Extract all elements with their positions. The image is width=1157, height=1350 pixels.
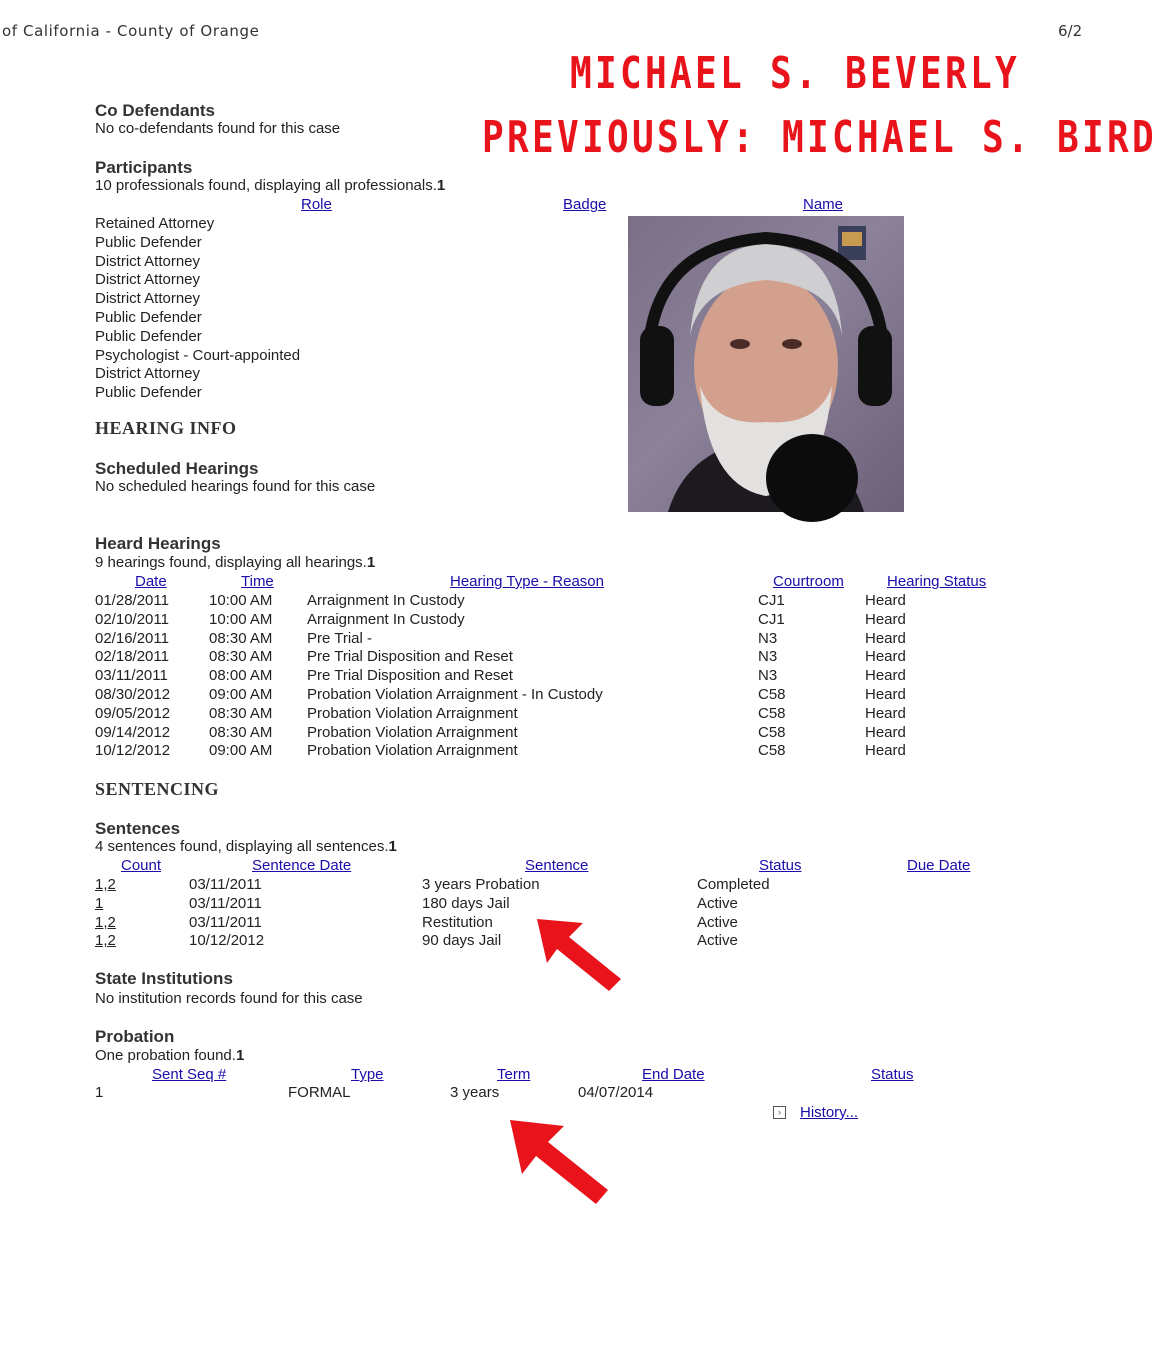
probation-col-type[interactable]: Type xyxy=(351,1066,384,1083)
sentencing-heading: SENTENCING xyxy=(95,779,220,799)
heard-hearings-heading: Heard Hearings xyxy=(95,534,221,553)
list-item: District Attorney xyxy=(95,252,201,270)
table-cell: N3 xyxy=(758,629,778,647)
heard-col-courtroom[interactable]: Courtroom xyxy=(773,573,844,590)
probation-term: 3 years xyxy=(450,1084,500,1101)
sentences-status-column xyxy=(697,876,770,951)
table-cell: Heard xyxy=(865,742,906,760)
table-cell: N3 xyxy=(758,667,778,685)
list-item: Public Defender xyxy=(95,327,202,345)
red-arrow-2 xyxy=(500,1112,620,1208)
table-cell: 03/11/2011 xyxy=(95,667,168,685)
probation-heading: Probation xyxy=(95,1027,175,1046)
participants-col-badge[interactable]: Badge xyxy=(563,196,607,213)
table-cell: Heard xyxy=(865,610,906,628)
list-item: Public Defender xyxy=(95,233,202,251)
table-cell: 08:30 AM xyxy=(209,629,273,647)
sentences-col-status[interactable]: Status xyxy=(759,857,802,874)
table-cell: Active xyxy=(697,894,738,912)
table-cell: N3 xyxy=(758,648,778,666)
page-header-right: 6/2 xyxy=(1058,22,1083,40)
participants-summary: 10 professionals found, displaying all professionals.1 xyxy=(95,177,446,194)
table-cell: 01/28/2011 xyxy=(95,592,169,609)
overlay-title-line2: PREVIOUSLY: MICHAEL S. BIRD xyxy=(482,112,1157,163)
table-cell: Arraignment In Custody xyxy=(307,610,465,628)
list-item: Public Defender xyxy=(95,308,202,326)
co-defendants-text: No co-defendants found for this case xyxy=(95,120,341,137)
table-cell: Arraignment In Custody xyxy=(307,592,465,609)
table-cell: 08:30 AM xyxy=(209,723,273,741)
table-cell: 08:30 AM xyxy=(209,648,273,666)
table-cell: Active xyxy=(697,913,738,931)
table-cell: Pre Trial Disposition and Reset xyxy=(307,648,513,666)
table-cell: 09:00 AM xyxy=(209,685,273,703)
table-cell: C58 xyxy=(758,742,786,760)
table-cell: 08:00 AM xyxy=(209,667,273,685)
table-cell: Heard xyxy=(865,723,906,741)
table-cell: C58 xyxy=(758,723,786,741)
table-cell: 09/05/2012 xyxy=(95,704,171,722)
table-cell: 03/11/2011 xyxy=(189,913,262,931)
table-cell: CJ1 xyxy=(758,610,785,628)
table-cell: CJ1 xyxy=(758,592,785,609)
heard-dates-column xyxy=(95,592,170,761)
list-item: District Attorney xyxy=(95,271,201,289)
participants-col-name[interactable]: Name xyxy=(803,196,844,213)
scheduled-hearings-heading: Scheduled Hearings xyxy=(95,459,259,478)
heard-types-column xyxy=(307,592,603,761)
sentences-col-date[interactable]: Sentence Date xyxy=(252,857,352,874)
table-cell: Probation Violation Arraignment xyxy=(307,742,518,760)
sentences-count-column xyxy=(95,876,116,951)
participants-heading: Participants xyxy=(95,158,193,177)
table-cell: Restitution xyxy=(422,913,493,931)
sentences-summary: 4 sentences found, displaying all sentences.1 xyxy=(95,838,397,855)
sentences-col-sentence[interactable]: Sentence xyxy=(525,857,589,874)
table-cell: 10/12/2012 xyxy=(95,742,171,760)
table-cell: 08/30/2012 xyxy=(95,685,171,703)
heard-col-status[interactable]: Hearing Status xyxy=(887,573,987,590)
table-cell: 10:00 AM xyxy=(209,592,273,609)
table-cell: C58 xyxy=(758,685,786,703)
history-link[interactable]: History... xyxy=(800,1104,859,1121)
table-cell: Probation Violation Arraignment - In Custody xyxy=(307,685,603,703)
table-cell: Heard xyxy=(865,704,906,722)
heard-hearings-summary: 9 hearings found, displaying all hearings.1 xyxy=(95,554,376,571)
scheduled-hearings-text: No scheduled hearings found for this case xyxy=(95,478,376,495)
table-cell: 03/11/2011 xyxy=(189,876,262,893)
table-cell: C58 xyxy=(758,704,786,722)
table-cell: Heard xyxy=(865,667,906,685)
table-cell: 02/10/2011 xyxy=(95,610,169,628)
probation-end-date: 04/07/2014 xyxy=(578,1084,654,1101)
list-item: Retained Attorney xyxy=(95,215,215,232)
table-cell: 02/16/2011 xyxy=(95,629,169,647)
heard-col-time[interactable]: Time xyxy=(241,573,274,590)
table-cell: Heard xyxy=(865,592,906,609)
sentences-sentence-column xyxy=(422,876,540,951)
list-item: District Attorney xyxy=(95,290,201,308)
table-cell: 90 days Jail xyxy=(422,932,502,950)
table-cell: Completed xyxy=(697,876,770,893)
table-cell: Probation Violation Arraignment xyxy=(307,723,518,741)
table-cell: Pre Trial - xyxy=(307,629,373,647)
state-institutions-text: No institution records found for this case xyxy=(95,990,363,1007)
probation-col-sent-seq[interactable]: Sent Seq # xyxy=(152,1066,227,1083)
sentence-count-link[interactable]: 1,2 xyxy=(95,913,116,931)
person-photo xyxy=(628,216,904,512)
table-cell: Pre Trial Disposition and Reset xyxy=(307,667,513,685)
overlay-title-line1: MICHAEL S. BEVERLY xyxy=(570,48,1021,99)
person-photo-graphic xyxy=(628,216,904,512)
heard-courtrooms-column xyxy=(758,592,786,761)
hearing-info-heading: HEARING INFO xyxy=(95,418,237,438)
table-cell: 09/14/2012 xyxy=(95,723,171,741)
probation-col-end-date[interactable]: End Date xyxy=(642,1066,705,1083)
sentences-col-due-date[interactable]: Due Date xyxy=(907,857,971,874)
sentence-count-link[interactable]: 1,2 xyxy=(95,876,116,893)
table-cell: Active xyxy=(697,932,738,950)
heard-col-hearing-type[interactable]: Hearing Type - Reason xyxy=(450,573,604,590)
table-cell: 02/18/2011 xyxy=(95,648,169,666)
table-cell: Probation Violation Arraignment xyxy=(307,704,518,722)
table-cell: 3 years Probation xyxy=(422,876,540,893)
table-cell: 180 days Jail xyxy=(422,894,510,912)
table-cell: 09:00 AM xyxy=(209,742,273,760)
history-link-row[interactable] xyxy=(773,1104,858,1122)
heard-col-date[interactable]: Date xyxy=(135,573,167,590)
heard-statuses-column xyxy=(865,592,906,761)
red-arrow-1 xyxy=(525,905,635,995)
probation-col-status[interactable]: Status xyxy=(871,1066,914,1083)
table-cell: Heard xyxy=(865,685,906,703)
table-cell: Heard xyxy=(865,648,906,666)
state-institutions-heading: State Institutions xyxy=(95,969,233,988)
table-cell: 03/11/2011 xyxy=(189,894,262,912)
table-cell: 10/12/2012 xyxy=(189,932,265,950)
table-cell: 08:30 AM xyxy=(209,704,273,722)
sentences-col-count[interactable]: Count xyxy=(121,857,162,874)
participants-col-role[interactable]: Role xyxy=(301,196,332,213)
list-item: Psychologist - Court-appointed xyxy=(95,346,301,364)
sentence-count-link[interactable]: 1,2 xyxy=(95,932,116,950)
sentence-count-link[interactable]: 1 xyxy=(95,894,104,912)
probation-summary: One probation found.1 xyxy=(95,1047,245,1064)
sentences-heading: Sentences xyxy=(95,819,181,838)
co-defendants-heading: Co Defendants xyxy=(95,101,215,120)
table-cell: Heard xyxy=(865,629,906,647)
probation-col-term[interactable]: Term xyxy=(497,1066,531,1083)
probation-seq: 1 xyxy=(95,1084,104,1101)
probation-type: FORMAL xyxy=(288,1084,351,1101)
table-cell: 10:00 AM xyxy=(209,610,273,628)
list-item: District Attorney xyxy=(95,365,201,383)
heard-times-column xyxy=(209,592,272,761)
sentences-date-column xyxy=(189,876,264,951)
expand-icon[interactable]: › xyxy=(773,1106,786,1119)
list-item: Public Defender xyxy=(95,384,202,402)
page-header-left: of California - County of Orange xyxy=(2,22,260,40)
participants-role-list xyxy=(95,215,300,403)
